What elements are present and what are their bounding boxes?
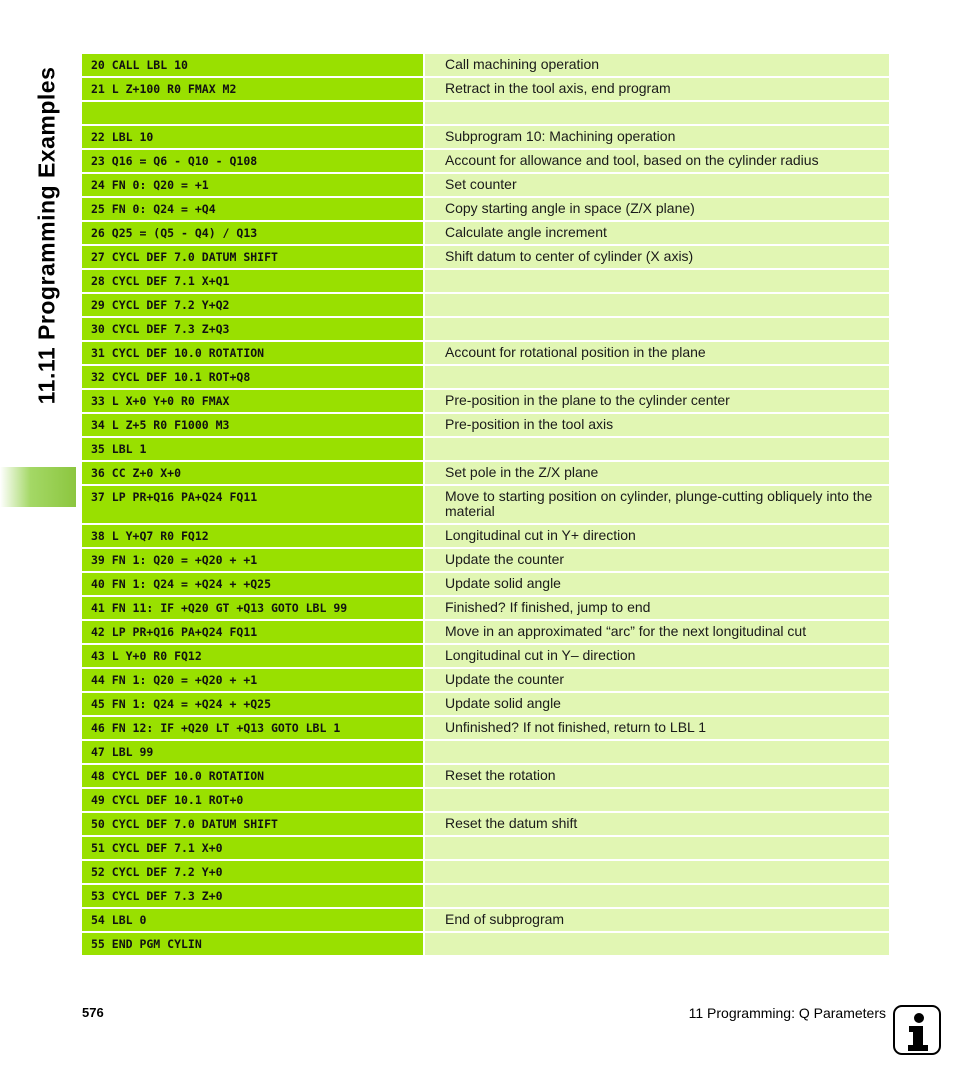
description-cell: Set pole in the Z/X plane bbox=[425, 462, 889, 484]
nc-code-cell: 34 L Z+5 R0 F1000 M3 bbox=[82, 414, 423, 436]
description-cell bbox=[425, 933, 889, 955]
chapter-tab-marker bbox=[0, 467, 76, 507]
info-icon bbox=[893, 1005, 941, 1055]
description-cell: Update the counter bbox=[425, 669, 889, 691]
chapter-title: 11 Programming: Q Parameters bbox=[688, 1005, 886, 1021]
nc-code-cell: 31 CYCL DEF 10.0 ROTATION bbox=[82, 342, 423, 364]
table-row bbox=[82, 789, 889, 811]
table-row bbox=[82, 486, 889, 523]
nc-code-cell: 47 LBL 99 bbox=[82, 741, 423, 763]
nc-code-cell: 43 L Y+0 R0 FQ12 bbox=[82, 645, 423, 667]
nc-code-cell: 35 LBL 1 bbox=[82, 438, 423, 460]
description-cell bbox=[425, 102, 889, 124]
description-cell: Account for allowance and tool, based on the cylinder radius bbox=[425, 150, 889, 172]
description-cell: Pre-position in the tool axis bbox=[425, 414, 889, 436]
section-title bbox=[22, 55, 72, 415]
table-row bbox=[82, 621, 889, 643]
nc-code-cell: 49 CYCL DEF 10.1 ROT+0 bbox=[82, 789, 423, 811]
table-row bbox=[82, 933, 889, 955]
nc-code-cell: 46 FN 12: IF +Q20 LT +Q13 GOTO LBL 1 bbox=[82, 717, 423, 739]
nc-code-cell: 41 FN 11: IF +Q20 GT +Q13 GOTO LBL 99 bbox=[82, 597, 423, 619]
table-row bbox=[82, 342, 889, 364]
table-row bbox=[82, 909, 889, 931]
description-cell: Shift datum to center of cylinder (X axis) bbox=[425, 246, 889, 268]
description-cell bbox=[425, 270, 889, 292]
table-row bbox=[82, 885, 889, 907]
description-cell: Finished? If finished, jump to end bbox=[425, 597, 889, 619]
nc-code-cell: 39 FN 1: Q20 = +Q20 + +1 bbox=[82, 549, 423, 571]
description-cell: Copy starting angle in space (Z/X plane) bbox=[425, 198, 889, 220]
description-cell: Update solid angle bbox=[425, 693, 889, 715]
nc-code-cell: 50 CYCL DEF 7.0 DATUM SHIFT bbox=[82, 813, 423, 835]
table-row bbox=[82, 717, 889, 739]
description-cell: Longitudinal cut in Y+ direction bbox=[425, 525, 889, 547]
table-row bbox=[82, 150, 889, 172]
nc-code-cell: 37 LP PR+Q16 PA+Q24 FQ11 bbox=[82, 486, 423, 523]
nc-code-cell: 42 LP PR+Q16 PA+Q24 FQ11 bbox=[82, 621, 423, 643]
table-row bbox=[82, 174, 889, 196]
description-cell bbox=[425, 837, 889, 859]
description-cell: Move in an approximated “arc” for the next longitudinal cut bbox=[425, 621, 889, 643]
description-cell bbox=[425, 861, 889, 883]
table-row bbox=[82, 78, 889, 100]
table-row bbox=[82, 294, 889, 316]
table-row bbox=[82, 597, 889, 619]
description-cell bbox=[425, 885, 889, 907]
page-number: 576 bbox=[82, 1005, 104, 1020]
description-cell bbox=[425, 789, 889, 811]
nc-code-cell: 21 L Z+100 R0 FMAX M2 bbox=[82, 78, 423, 100]
description-cell: Longitudinal cut in Y– direction bbox=[425, 645, 889, 667]
table-row bbox=[82, 525, 889, 547]
table-row bbox=[82, 765, 889, 787]
table-row bbox=[82, 861, 889, 883]
description-cell: Unfinished? If not finished, return to LBL 1 bbox=[425, 717, 889, 739]
description-cell: Move to starting position on cylinder, plunge-cutting obliquely into the material bbox=[425, 486, 889, 523]
nc-code-cell: 27 CYCL DEF 7.0 DATUM SHIFT bbox=[82, 246, 423, 268]
description-cell: End of subprogram bbox=[425, 909, 889, 931]
nc-code-cell bbox=[82, 102, 423, 124]
table-row bbox=[82, 54, 889, 76]
nc-code-cell: 55 END PGM CYLIN bbox=[82, 933, 423, 955]
nc-code-cell: 38 L Y+Q7 R0 FQ12 bbox=[82, 525, 423, 547]
table-row bbox=[82, 414, 889, 436]
table-row bbox=[82, 390, 889, 412]
description-cell: Update solid angle bbox=[425, 573, 889, 595]
table-row bbox=[82, 102, 889, 124]
description-cell bbox=[425, 318, 889, 340]
nc-code-cell: 24 FN 0: Q20 = +1 bbox=[82, 174, 423, 196]
table-row bbox=[82, 366, 889, 388]
nc-code-cell: 53 CYCL DEF 7.3 Z+0 bbox=[82, 885, 423, 907]
description-cell bbox=[425, 438, 889, 460]
table-row bbox=[82, 549, 889, 571]
description-cell: Pre-position in the plane to the cylinder center bbox=[425, 390, 889, 412]
nc-code-cell: 26 Q25 = (Q5 - Q4) / Q13 bbox=[82, 222, 423, 244]
description-cell: Update the counter bbox=[425, 549, 889, 571]
nc-code-cell: 44 FN 1: Q20 = +Q20 + +1 bbox=[82, 669, 423, 691]
table-row bbox=[82, 813, 889, 835]
nc-code-cell: 25 FN 0: Q24 = +Q4 bbox=[82, 198, 423, 220]
table-row bbox=[82, 573, 889, 595]
nc-code-cell: 23 Q16 = Q6 - Q10 - Q108 bbox=[82, 150, 423, 172]
table-row bbox=[82, 222, 889, 244]
nc-code-cell: 30 CYCL DEF 7.3 Z+Q3 bbox=[82, 318, 423, 340]
description-cell: Calculate angle increment bbox=[425, 222, 889, 244]
nc-code-cell: 51 CYCL DEF 7.1 X+0 bbox=[82, 837, 423, 859]
nc-code-cell: 32 CYCL DEF 10.1 ROT+Q8 bbox=[82, 366, 423, 388]
nc-code-cell: 52 CYCL DEF 7.2 Y+0 bbox=[82, 861, 423, 883]
description-cell bbox=[425, 366, 889, 388]
description-cell bbox=[425, 741, 889, 763]
nc-code-cell: 48 CYCL DEF 10.0 ROTATION bbox=[82, 765, 423, 787]
table-row bbox=[82, 645, 889, 667]
table-row bbox=[82, 669, 889, 691]
table-row bbox=[82, 246, 889, 268]
nc-code-cell: 45 FN 1: Q24 = +Q24 + +Q25 bbox=[82, 693, 423, 715]
nc-code-cell: 28 CYCL DEF 7.1 X+Q1 bbox=[82, 270, 423, 292]
description-cell bbox=[425, 294, 889, 316]
nc-code-cell: 20 CALL LBL 10 bbox=[82, 54, 423, 76]
nc-code-cell: 54 LBL 0 bbox=[82, 909, 423, 931]
nc-code-cell: 33 L X+0 Y+0 R0 FMAX bbox=[82, 390, 423, 412]
section-title-text: 11.11 Programming Examples bbox=[33, 66, 60, 404]
table-row bbox=[82, 318, 889, 340]
description-cell: Set counter bbox=[425, 174, 889, 196]
table-row bbox=[82, 198, 889, 220]
description-cell: Subprogram 10: Machining operation bbox=[425, 126, 889, 148]
description-cell: Account for rotational position in the plane bbox=[425, 342, 889, 364]
nc-code-cell: 40 FN 1: Q24 = +Q24 + +Q25 bbox=[82, 573, 423, 595]
program-table bbox=[82, 54, 889, 957]
table-row bbox=[82, 126, 889, 148]
nc-code-cell: 36 CC Z+0 X+0 bbox=[82, 462, 423, 484]
table-row bbox=[82, 270, 889, 292]
nc-code-cell: 22 LBL 10 bbox=[82, 126, 423, 148]
nc-code-cell: 29 CYCL DEF 7.2 Y+Q2 bbox=[82, 294, 423, 316]
table-row bbox=[82, 438, 889, 460]
table-row bbox=[82, 837, 889, 859]
description-cell: Call machining operation bbox=[425, 54, 889, 76]
table-row bbox=[82, 693, 889, 715]
table-row bbox=[82, 741, 889, 763]
table-row bbox=[82, 462, 889, 484]
description-cell: Reset the datum shift bbox=[425, 813, 889, 835]
description-cell: Retract in the tool axis, end program bbox=[425, 78, 889, 100]
description-cell: Reset the rotation bbox=[425, 765, 889, 787]
